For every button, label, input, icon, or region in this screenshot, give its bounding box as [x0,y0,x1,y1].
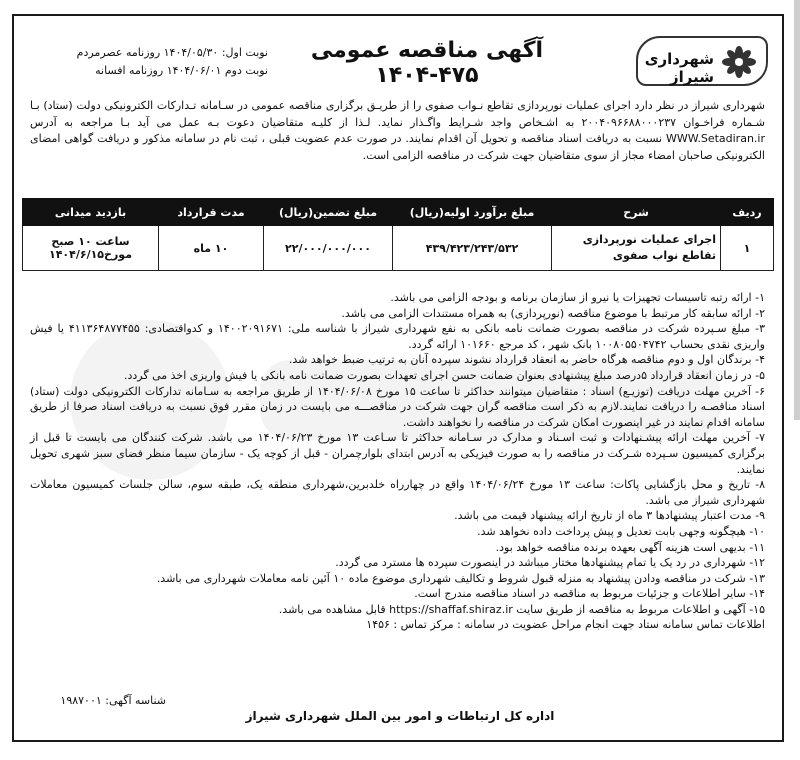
cell-guarantee: ۲۲/۰۰۰/۰۰۰/۰۰۰ [264,226,393,271]
clause-item: ۳- مبلغ سـپرده شرکت در مناقصه بصورت ضمانت نامه بانکی به نفع شهرداری شیراز با شناسه ملی: ۱۴۰۰۲۰۹۱۶۷۱ و کدواقتصادی: ۴۱۱۳۶۴۸۷۷۴۵۵ یا فیش واریزی نقدی بحساب ۱۰۰۸۰۵۵۰۴۷۴۲ بانک شهر ، کد مرجع ۱۰۱۶۶۰ ارائه گردد. [30,322,765,351]
clause-item: ۹- مدت اعتبار پیشنهادها ۳ ماه از تاریخ ارائه پیشنهاد قیمت می باشد. [454,509,765,523]
table-header-row [23,199,774,226]
col-row-number: ردیف [721,199,774,226]
clause-item: ۱۴- سایر اطلاعات و جزئیات مربوط به مناقصه در اسناد مناقصه مندرج است. [414,587,765,601]
col-duration: مدت قرارداد [159,199,264,226]
clause-item: ۱۰- هیچگونه وجهی بابت تعدیل و پیش پرداخت داده نخواهد شد. [477,524,765,538]
table-row [23,226,774,271]
clause-item: ۵- در زمان انعقاد قرارداد ۵درصد مبلغ پیشنهادی بعنوان ضمانت حسن اجرای تعهدات بصورت ضمانت نامه بانکی یا فیش واریزی اخذ می گردد. [124,368,765,382]
municipality-logo [636,36,768,86]
col-description: شرح [552,199,721,226]
col-estimate: مبلغ برآورد اولیه(ریال) [393,199,552,226]
intro-paragraph: شهرداری شیراز در نظر دارد اجرای عملیات نورپردازی تقاطع نـواب صفوی را از طریـق برگزاری مناقصه عمومی در سـامانه تـدارکات الکترونیکی دولت (ستاد) بـا شـماره فراخـوان ۲۰۰۴۰۹۶۶۸۸۰۰۰۲۳۷ به اشـخاص واجد شـرایط واگـذار نماید. لـذا از کلیـه متقاضیان دعوت بـه عمل می آید بـا مراجعه به آدرس WWW.Setadiran.ir نسبت به دریافت اسناد مناقصه و تحویل آن اقدام نمایند. در صورت عدم عضویت قبلی ، ثبت نام در سامانه مذکور و دریافت گواهی امضای الکترونیکی صاحبان امضاء مجاز از سوی متقاضیان جهت شرکت در مناقصه الزامی است. [30,99,765,162]
clause-item: ۱۳- شرکت در مناقصه ودادن پیشنهاد به منزله قبول شروط و تکالیف شهرداری موضوع ماده ۱۰ آئین نامه معاملات شهرداری می باشد. [156,571,765,585]
ad-header [12,14,784,92]
clause-item: ۱۱- بدیهی است هزینه آگهی بعهده برنده مناقصه خواهد بود. [495,540,765,554]
col-site-visit: بازدید میدانی [23,199,159,226]
page-title: آگهی مناقصه عمومی ۴۷۵-۱۴۰۴ [310,38,544,88]
clause-item: ۷- آخرین مهلت ارائه پیشـنهادات و ثبت اسـناد و مدارک در سـامانه حداکثر تا سـاعت ۱۳ مورخ ۱۴۰۴/۰۶/۲۳ می باشد. شرکت کنندگان می بایست تا قبل از برگزاری کمیسیون سـپرده شـرکت در مناقصه را به صورت فیزیکی به آدرس ابتدای بلوارچمران - قبل از کوچه یک - سازمان سیما منظر فضای سبز شهری تحویل نمایند. [30,431,765,476]
publication-first: نوبت اول: ۱۴۰۴/۰۵/۳۰ روزنامه عصرمردم [76,46,268,59]
clause-item: ۲- ارائه سابقه کار مرتبط با موضوع مناقصه (نورپردازی) به همراه مستندات الزامی می باشد. [341,306,765,320]
tender-table [22,198,774,271]
ad-identifier: شناسه آگهی: ۱۹۸۷۰۰۱ [60,694,166,707]
clause-item: ۶- آخرین مهلت دریافت (توزیـع) اسناد : متقاضیان میتوانند حداکثر تا ساعت ۱۵ مورخ ۱۴۰۴/۰۶/۰۸ از طریق مراجعه به سـامانه تدارکات الکترونیکی دولت (ستاد) اسناد مناقصـه را دریافت نمایند.لازم به ذکر است مناقصه گران جهت شرکت در مناقصـــه می بایست در زمان مقرر فوق نسبت به دریافت اسناد صرفا از طریق سامانه اقدام نمایند در غیر اینصورت امکان شرکت در مناقصه را نخواهند داشت. [30,384,766,429]
publication-second: نوبت دوم ۱۴۰۴/۰۶/۰۱ روزنامه افسانه [95,64,268,77]
col-guarantee: مبلغ تضمین(ریال) [264,199,393,226]
clause-item: ۱- ارائه رتبه تاسیسات تجهیزات یا نیرو از سازمان برنامه و بودجه الزامی می باشد. [390,291,765,304]
publication-dates [38,44,268,80]
cell-row-number: ۱ [721,226,774,271]
signature: اداره کل ارتباطات و امور بین الملل شهرداری شیراز [245,709,555,723]
clause-item: ۸- تاریخ و محل بازگشایی پاکات: ساعت ۱۳ مورخ ۱۴۰۴/۰۶/۲۴ واقع در چهارراه خلدبرین،شهرداری منطقه یک، طبقه سوم، سالن جلسات کمیسیون معاملات شهرداری شیراز می باشد. [30,478,765,507]
cell-estimate: ۴۳۹/۴۲۳/۲۴۳/۵۳۲ [393,226,552,271]
cell-description: اجرای عملیات نورپردازی تقاطع نواب صفوی [552,226,721,271]
logo-text: شهرداری شیراز [644,50,714,86]
cell-duration: ۱۰ ماه [159,226,264,271]
clause-item: ۴- برندگان اول و دوم مناقصه هرگاه حاضر به انعقاد قرارداد نشوند سپرده آنان به ترتیب ضبط خواهد شد. [288,353,765,367]
clause-item: ۱۵- آگهی و اطلاعات مربوط به مناقصه از طریق سایت https://shaffaf.shiraz.ir قابل مشاهده می باشد. [278,602,765,616]
clauses-list [30,290,765,633]
flower-logo-icon [722,46,756,78]
cell-site-visit: ساعت ۱۰ صبح مورخ۱۴۰۴/۶/۱۵ [23,226,159,271]
clause-item: ۱۲- شهرداری در رد یک یا تمام پیشنهادها مختار میباشد در اینصورت سپرده ها مسترد می گردد. [335,556,765,570]
scrollbar[interactable] [794,0,800,420]
contact-info: اطلاعات تماس سامانه ستاد جهت انجام مراحل عضویت در سامانه : مرکز تماس : ۱۴۵۶ [366,618,765,632]
